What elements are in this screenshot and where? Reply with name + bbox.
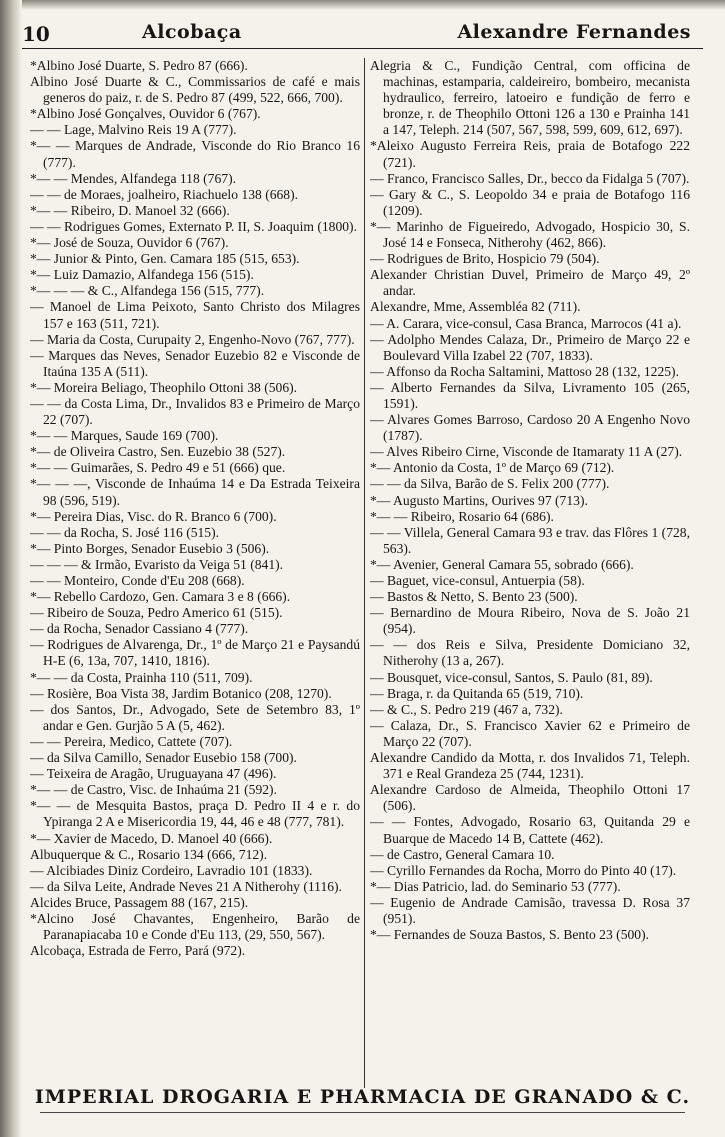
directory-entry: *Aleixo Augusto Ferreira Reis, praia de Botafogo 222 (721). (370, 138, 690, 170)
directory-entry: — Alcibiades Diniz Cordeiro, Lavradio 101 (1833). (30, 862, 313, 878)
header-left-title: Alcobaça (142, 21, 242, 43)
directory-entry: — — — & Irmão, Evaristo da Veiga 51 (841). (30, 556, 284, 572)
directory-entry: *— Xavier de Macedo, D. Manoel 40 (666). (30, 830, 273, 846)
directory-entry: *— — — & C., Alfandega 156 (515, 777). (30, 283, 265, 299)
directory-entry: *Alcino José Chavantes, Engenheiro, Barão de Paranapiacaba 10 e Conde d'Eu 113, (29, 550, 567). (30, 910, 360, 943)
directory-entry: *— — Mendes, Alfandega 118 (767). (30, 170, 237, 186)
directory-entry: — Bousquet, vice-consul, Santos, S. Paulo (81, 89). (370, 669, 653, 685)
directory-entry: — Alvares Gomes Barroso, Cardoso 20 A Engenho Novo (1787). (370, 412, 690, 444)
directory-entry: Alegria & C., Fundição Central, com officina de machinas, estamparia, caldeireiro, bombeiro, mecanista hydraulico, ferreiro, latoeiro e fundição de ferro e bronze, r. de Theophilo Ottoni 126 a 130 e Prainha 141 a 147, Teleph. 214 (507, 567, 598, 599, 609, 612, 697). (370, 58, 690, 138)
directory-entry: *— José de Souza, Ouvidor 6 (767). (30, 235, 229, 251)
directory-entry: — — da Silva, Barão de S. Felix 200 (777). (370, 476, 610, 492)
directory-entry: *Albino José Duarte, S. Pedro 87 (666). (30, 58, 248, 73)
directory-entry: *— — Guimarães, S. Pedro 49 e 51 (666) que. (30, 460, 286, 476)
directory-entry: — — Monteiro, Conde d'Eu 208 (668). (30, 573, 245, 588)
directory-entry: — & C., S. Pedro 219 (467 a, 732). (370, 701, 563, 717)
directory-entry: Albino José Duarte & C., Commissarios de café e mais generos do paiz, r. de S. Pedro 87 (499, 522, 666, 700). (30, 74, 360, 106)
directory-entry: *— — de Castro, Visc. de Inhaúma 21 (592). (30, 782, 277, 798)
directory-entry: — Teixeira de Aragão, Uruguayana 47 (496). (30, 766, 277, 782)
directory-entry: — — Pereira, Medico, Cattete (707). (30, 733, 233, 749)
directory-entry: — — dos Reis e Silva, Presidente Domiciano 32, Nitherohy (13 a, 267). (370, 637, 690, 669)
directory-entry: Alexander Christian Duvel, Primeiro de Março 49, 2º andar. (370, 267, 690, 299)
directory-entry: — Manoel de Lima Peixoto, Santo Christo dos Milagres 157 e 163 (511, 721). (30, 299, 360, 331)
directory-entry: — Marques das Neves, Senador Euzebio 82 e Visconde de Itaúna 135 A (511). (30, 347, 360, 379)
directory-entry: — Affonso da Rocha Saltamini, Mattoso 28 (132, 1225). (370, 363, 679, 379)
right-column (370, 58, 690, 1083)
directory-entry: — — da Rocha, S. José 116 (515). (30, 524, 220, 540)
directory-entry: *— Moreira Beliago, Theophilo Ottoni 38 (506). (30, 379, 298, 395)
header-rule (22, 48, 703, 49)
directory-entry: *— Pereira Dias, Visc. do R. Branco 6 (700). (30, 508, 277, 524)
page-top-edge (0, 0, 725, 10)
page-left-edge (0, 0, 22, 1137)
directory-entry: — Bastos & Netto, S. Bento 23 (500). (370, 589, 578, 605)
directory-entry: *— — Ribeiro, D. Manoel 32 (666). (30, 202, 230, 218)
directory-entry: — Braga, r. da Quitanda 65 (519, 710). (370, 685, 584, 701)
directory-entry: — Rodrigues de Brito, Hospicio 79 (504). (370, 251, 600, 267)
directory-entry: — Maria da Costa, Curupaity 2, Engenho-Novo (767, 777). (30, 331, 355, 347)
directory-entry: *— — de Mesquita Bastos, praça D. Pedro II 4 e r. do Ypiranga 2 A e Misericordia 19, 44, 46 e 48 (777, 781). (30, 798, 360, 830)
directory-entry: *— Augusto Martins, Ourives 97 (713). (370, 492, 588, 508)
directory-entry: *— Avenier, General Camara 55, sobrado (666). (370, 556, 634, 572)
directory-entry: *— — da Costa, Prainha 110 (511, 709). (30, 669, 253, 685)
directory-entry: *Albino José Gonçalves, Ouvidor 6 (767). (30, 106, 261, 122)
directory-entry: — — Lage, Malvino Reis 19 A (777). (30, 122, 237, 138)
directory-entry: — Gary & C., S. Leopoldo 34 e praia de Botafogo 116 (1209). (370, 186, 690, 218)
directory-entry: *— Luiz Damazio, Alfandega 156 (515). (30, 267, 254, 283)
directory-entry: — Ribeiro de Souza, Pedro Americo 61 (515). (30, 605, 283, 621)
directory-entry: — Baguet, vice-consul, Antuerpia (58). (370, 573, 585, 588)
directory-entry: *— de Oliveira Castro, Sen. Euzebio 38 (527). (30, 444, 286, 460)
directory-entry: — Alberto Fernandes da Silva, Livramento 105 (265, 1591). (370, 379, 690, 411)
directory-entry: — Calaza, Dr., S. Francisco Xavier 62 e Primeiro de Março 22 (707). (370, 717, 690, 749)
directory-entry: *— — —, Visconde de Inhaúma 14 e Da Estrada Teixeira 98 (596, 519). (30, 476, 360, 508)
column-divider (364, 58, 365, 1088)
directory-entry: *— — Marques, Saude 169 (700). (30, 428, 219, 444)
directory-entry: *— Pinto Borges, Senador Eusebio 3 (506). (30, 540, 270, 556)
directory-entry: *— Junior & Pinto, Gen. Camara 185 (515, 653). (30, 251, 300, 267)
directory-entry: — — Rodrigues Gomes, Externato P. II, S. Joaquim (1800). (30, 218, 357, 234)
directory-entry: *— Antonio da Costa, 1º de Março 69 (712). (370, 460, 615, 476)
directory-entry: *— Fernandes de Souza Bastos, S. Bento 23 (500). (370, 927, 650, 943)
directory-entry: — — Fontes, Advogado, Rosario 63, Quitanda 29 e Buarque de Macedo 14 B, Cattete (462). (370, 814, 690, 846)
directory-entry: Alcobaça, Estrada de Ferro, Pará (972). (30, 943, 246, 959)
directory-entry: Alexandre Cardoso de Almeida, Theophilo Ottoni 17 (506). (370, 782, 690, 814)
directory-entry: — Eugenio de Andrade Camisão, travessa D. Rosa 37 (951). (370, 894, 690, 926)
directory-entry: — Alves Ribeiro Cirne, Visconde de Itamaraty 11 A (27). (370, 444, 683, 460)
directory-entry: Alexandre Candido da Motta, r. dos Invalidos 71, Teleph. 371 e Real Grandeza 25 (744, 1231). (370, 750, 690, 782)
directory-entry: — Franco, Francisco Salles, Dr., becco da Fidalga 5 (707). (370, 170, 690, 186)
header-right-title: Alexandre Fernandes (457, 21, 691, 43)
directory-entry: — da Rocha, Senador Cassiano 4 (777). (30, 621, 249, 637)
directory-entry: — Rosière, Boa Vista 38, Jardim Botanico (208, 1270). (30, 685, 332, 701)
directory-entry: *— Rebello Cardozo, Gen. Camara 3 e 8 (666). (30, 589, 291, 605)
directory-entry: — — de Moraes, joalheiro, Riachuelo 138 (668). (30, 186, 299, 202)
directory-entry: Alexandre, Mme, Assembléa 82 (711). (370, 299, 581, 315)
directory-entry: — da Silva Leite, Andrade Neves 21 A Nitherohy (1116). (30, 878, 342, 894)
directory-entry: — — da Costa Lima, Dr., Invalidos 83 e Primeiro de Março 22 (707). (30, 395, 360, 428)
directory-entry: — A. Carara, vice-consul, Casa Branca, Marrocos (41 a). (370, 315, 682, 331)
directory-entry: *— — Ribeiro, Rosario 64 (686). (370, 508, 554, 524)
left-column (30, 58, 360, 1083)
directory-entry: Albuquerque & C., Rosario 134 (666, 712). (30, 846, 268, 862)
footer-rule (40, 1112, 685, 1113)
directory-entry: — dos Santos, Dr., Advogado, Sete de Setembro 83, 1º andar e Gen. Gurjão 5 A (5, 462). (30, 701, 360, 733)
directory-entry: — Cyrillo Fernandes da Rocha, Morro do Pinto 40 (17). (370, 862, 677, 878)
directory-entry: *— Dias Patricio, lad. do Seminario 53 (777). (370, 878, 621, 894)
page-header (22, 18, 703, 48)
directory-entry: — Rodrigues de Alvarenga, Dr., 1º de Março 21 e Paysandú H-E (6, 13a, 707, 1410, 1816). (30, 637, 360, 669)
directory-entry: Alcides Bruce, Passagem 88 (167, 215). (30, 894, 249, 910)
directory-entry: — Bernardino de Moura Ribeiro, Nova de S. João 21 (954). (370, 605, 690, 637)
directory-entry: — Adolpho Mendes Calaza, Dr., Primeiro de Março 22 e Boulevard Villa Izabel 22 (707, 1833). (370, 331, 690, 363)
directory-entry: — da Silva Camillo, Senador Eusebio 158 (700). (30, 750, 297, 766)
directory-entry: *— — Marques de Andrade, Visconde do Rio Branco 16 (777). (30, 138, 360, 170)
directory-entry: *— Marinho de Figueiredo, Advogado, Hospicio 30, S. José 14 e Fonseca, Nitherohy (462, 866). (370, 218, 690, 251)
directory-entry: — de Castro, General Camara 10. (370, 846, 555, 862)
footer-advertisement: IMPERIAL DROGARIA E PHARMACIA DE GRANADO & C. (34, 1086, 691, 1108)
directory-entry: — — Villela, General Camara 93 e trav. das Flôres 1 (728, 563). (370, 524, 690, 556)
page-number: 10 (22, 22, 50, 46)
